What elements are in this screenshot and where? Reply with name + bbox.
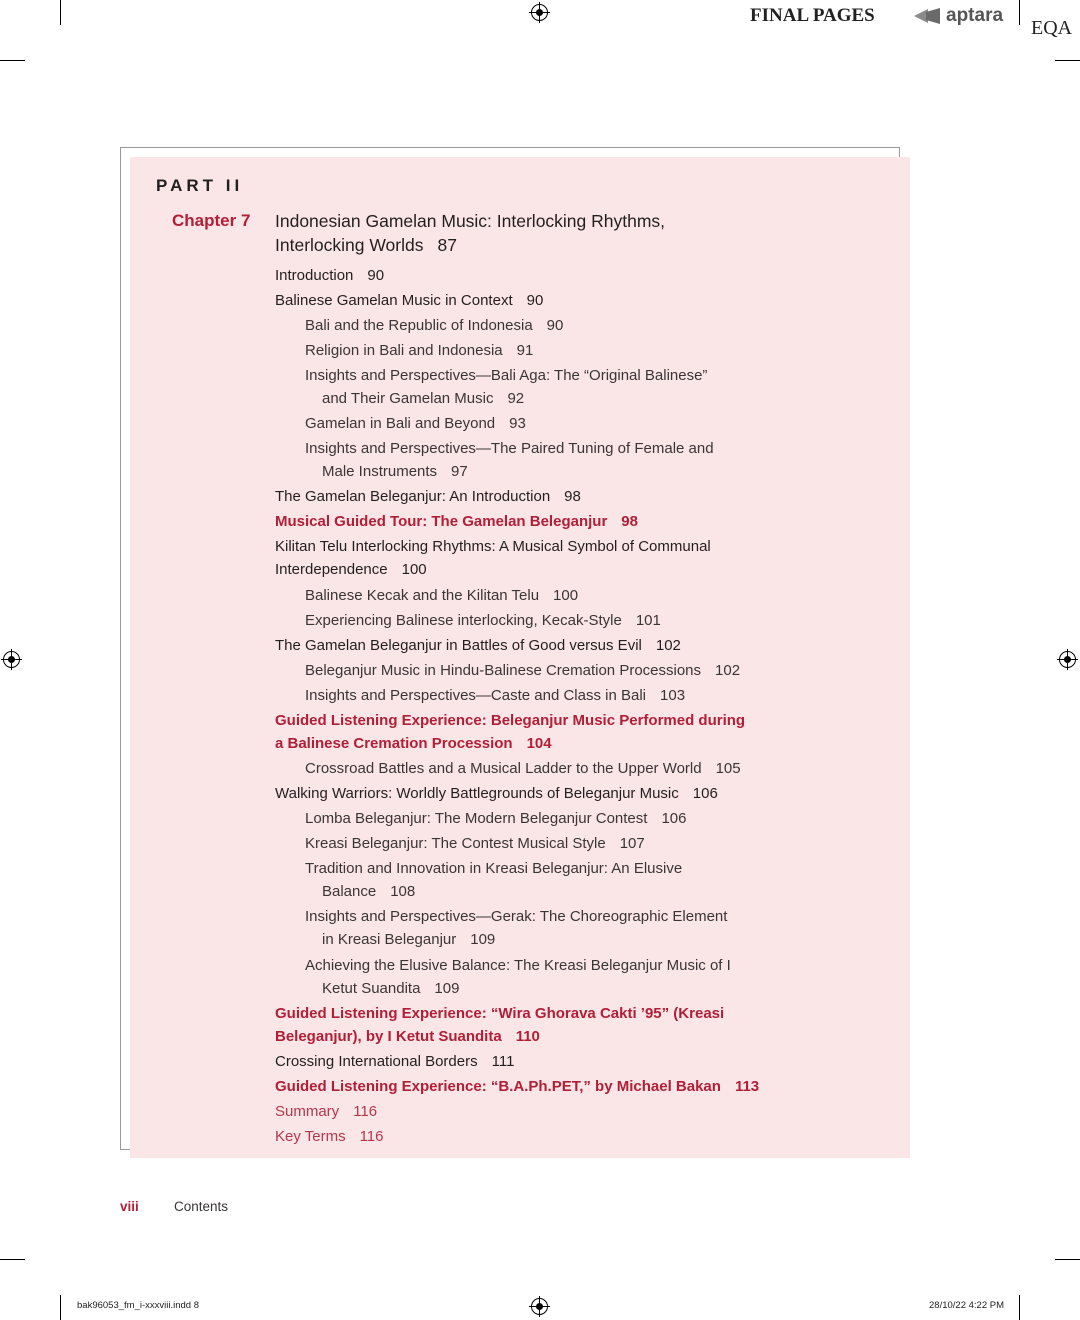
toc-subentry: Lomba Beleganjur: The Modern Beleganjur Contest 106	[305, 810, 687, 827]
toc-subentry: Experiencing Balinese interlocking, Kecak-Style 101	[305, 612, 661, 629]
toc-subentry: Achieving the Elusive Balance: The Kreasi Beleganjur Music of I Ketut Suandita 109	[305, 957, 731, 997]
toc-subentry: Tradition and Innovation in Kreasi Beleganjur: An Elusive Balance 108	[305, 860, 683, 900]
part-heading: PART II	[156, 176, 244, 195]
page-number: 98	[621, 513, 638, 530]
page-number: 116	[359, 1128, 384, 1145]
toc-subentry: Crossroad Battles and a Musical Ladder to the Upper World 105	[305, 760, 741, 777]
toc-entry: Crossing International Borders 111	[275, 1053, 515, 1070]
page-number: 109	[434, 980, 460, 997]
toc-end-entry: Summary 116	[275, 1103, 378, 1120]
page-number: 103	[660, 687, 686, 704]
toc-subentry: Kreasi Beleganjur: The Contest Musical Style 107	[305, 835, 645, 852]
page-number: 87	[437, 235, 457, 255]
chapter-title-line: Interlocking Worlds	[275, 235, 424, 255]
toc-feature-entry: Musical Guided Tour: The Gamelan Beleganjur 98	[275, 513, 638, 530]
crop-mark	[1055, 60, 1080, 61]
chapter-title-line: Indonesian Gamelan Music: Interlocking Rhythms,	[275, 211, 666, 231]
page-number: 107	[619, 835, 645, 852]
slug-filename: bak96053_fm_i-xxxviii.indd 8	[77, 1300, 199, 1311]
page-number: 104	[526, 735, 552, 752]
toc-entry: Balinese Gamelan Music in Context 90	[275, 292, 544, 309]
page-number: 108	[390, 883, 416, 900]
toc-entry: The Gamelan Beleganjur in Battles of Good versus Evil 102	[275, 637, 681, 654]
aptara-logo	[914, 5, 1003, 27]
toc-subentry: Insights and Perspectives—The Paired Tuning of Female and Male Instruments 97	[305, 440, 714, 480]
page-number: 105	[715, 760, 741, 777]
page-number: 92	[507, 390, 525, 407]
crop-mark	[60, 1295, 61, 1320]
crop-mark	[1055, 1259, 1080, 1260]
chapter-label: Chapter 7	[172, 211, 251, 230]
page-number: 90	[546, 317, 564, 334]
page-number: 106	[661, 810, 687, 827]
toc-entry: Walking Warriors: Worldly Battlegrounds of Beleganjur Music 106	[275, 785, 718, 802]
page-number: 106	[692, 785, 718, 802]
toc-subentry: Balinese Kecak and the Kilitan Telu 100	[305, 587, 579, 604]
crop-mark	[0, 1259, 25, 1260]
registration-mark-icon	[531, 4, 548, 21]
eqa-label: EQA	[1031, 17, 1073, 39]
toc-subentry: Beleganjur Music in Hindu-Balinese Cremation Processions 102	[305, 662, 741, 679]
page-number: 109	[470, 931, 496, 948]
toc-feature-entry: Guided Listening Experience: “Wira Ghorava Cakti ’95” (Kreasi Beleganjur), by I Ketut Suandita 110	[275, 1005, 725, 1045]
aptara-logo-icon	[914, 8, 940, 24]
slug-datetime: 28/10/22 4:22 PM	[929, 1300, 1004, 1311]
page-number: 91	[516, 342, 534, 359]
toc-entry: Introduction 90	[275, 267, 385, 284]
registration-mark-icon	[3, 651, 20, 668]
page-number: 116	[353, 1103, 378, 1120]
chapter-title	[275, 209, 665, 257]
page-number: 100	[401, 561, 427, 578]
aptara-wordmark: aptara	[946, 5, 1004, 26]
toc-subentry: Gamelan in Bali and Beyond 93	[305, 415, 526, 432]
page-number: 113	[734, 1078, 760, 1095]
page-number: 110	[515, 1028, 540, 1045]
toc-feature-entry: Guided Listening Experience: “B.A.Ph.PET,” by Michael Bakan 113	[275, 1078, 760, 1095]
page-number: 111	[491, 1053, 515, 1070]
page-number: 97	[451, 463, 468, 480]
toc-subentry: Bali and the Republic of Indonesia 90	[305, 317, 564, 334]
toc-subentry: Insights and Perspectives—Gerak: The Choreographic Element in Kreasi Beleganjur 109	[305, 908, 728, 948]
crop-mark	[0, 60, 25, 61]
page-number: 93	[509, 415, 526, 432]
page-folio: viii	[120, 1199, 139, 1214]
page-number: 98	[564, 488, 581, 505]
page-number: 90	[526, 292, 544, 309]
toc-entry: Kilitan Telu Interlocking Rhythms: A Musical Symbol of Communal Interdependence 100	[275, 538, 711, 578]
registration-mark-icon	[1059, 651, 1076, 668]
toc-end-entry: Key Terms 116	[275, 1128, 384, 1145]
page-number: 102	[715, 662, 741, 679]
crop-mark	[60, 0, 61, 25]
page-number: 90	[367, 267, 385, 284]
page-number: 102	[655, 637, 681, 654]
final-pages-label: FINAL PAGES	[750, 5, 875, 26]
toc-subentry: Insights and Perspectives—Caste and Class in Bali 103	[305, 687, 686, 704]
registration-mark-icon	[531, 1298, 548, 1315]
toc-subentry: Insights and Perspectives—Bali Aga: The “Original Balinese” and Their Gamelan Music 92	[305, 367, 708, 407]
page-number: 100	[553, 587, 579, 604]
toc-entry: The Gamelan Beleganjur: An Introduction 98	[275, 488, 581, 505]
running-head: Contents	[174, 1199, 229, 1214]
page-number: 101	[635, 612, 661, 629]
toc-subentry: Religion in Bali and Indonesia 91	[305, 342, 534, 359]
toc-feature-entry: Guided Listening Experience: Beleganjur Music Performed during a Balinese Cremation Procession 104	[275, 712, 746, 752]
crop-mark	[1019, 0, 1020, 25]
crop-mark	[1019, 1295, 1020, 1320]
